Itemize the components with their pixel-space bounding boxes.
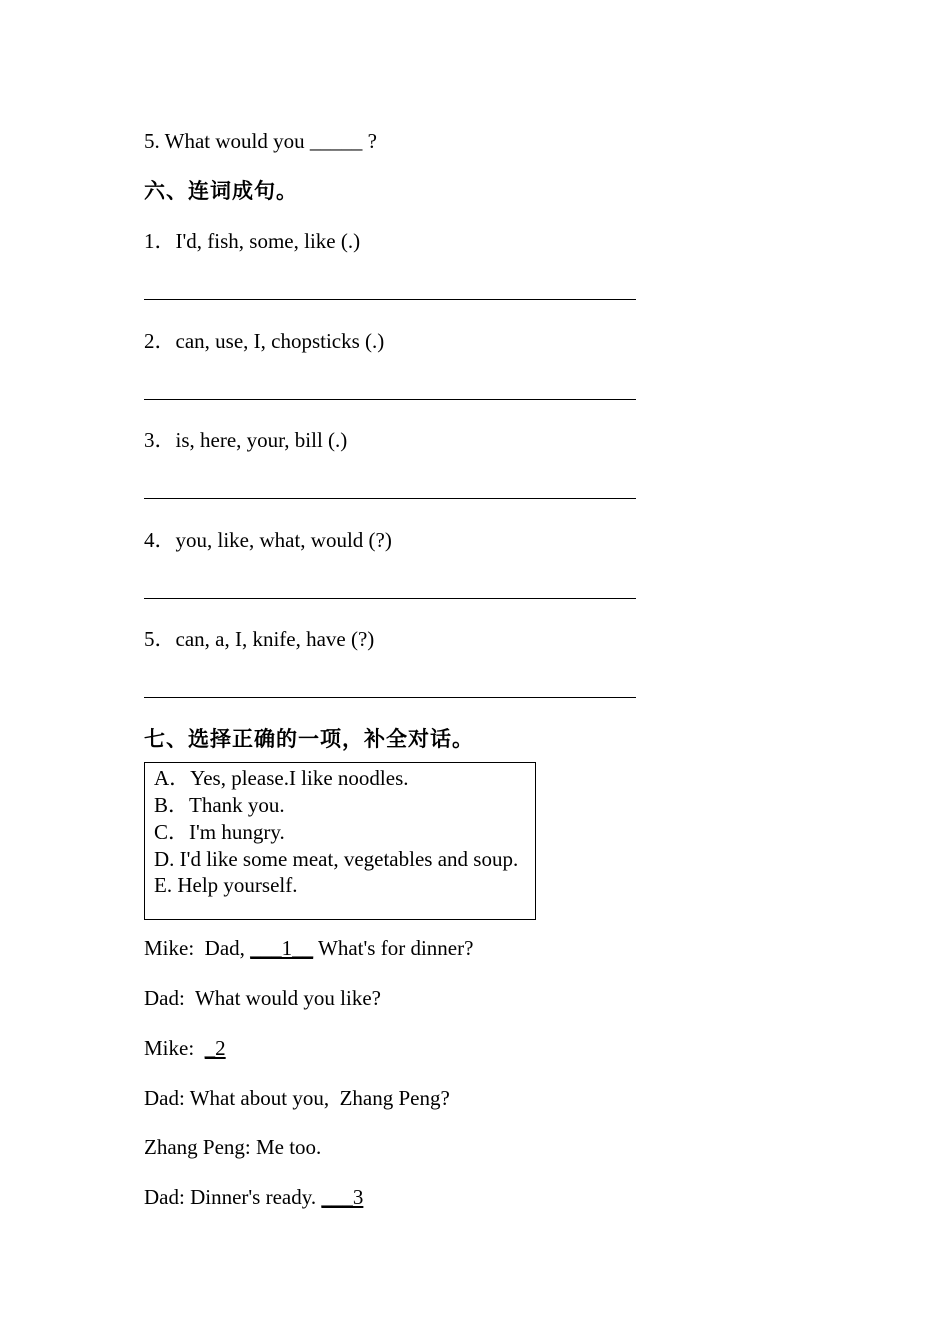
answer-line-4[interactable]	[144, 598, 636, 599]
answer-line-1[interactable]	[144, 299, 636, 300]
dialogue-line-3	[144, 1035, 226, 1061]
options-box	[144, 762, 536, 920]
dialogue-text: Dad: Dinner's ready.	[144, 1185, 322, 1209]
sentence-item-4: 4．you, like, what, would (?)	[144, 528, 392, 552]
section-6-heading: 六、连词成句。	[144, 179, 298, 203]
sentence-item-1: 1．I'd, fish, some, like (.)	[144, 229, 361, 253]
dialogue-text: Mike: Dad,	[144, 936, 251, 960]
sentence-item-3: 3．is, here, your, bill (.)	[144, 428, 348, 452]
sentence-item-2: 2．can, use, I, chopsticks (.)	[144, 329, 385, 353]
dialogue-line-6	[144, 1184, 363, 1210]
dialogue-line-1	[144, 935, 473, 961]
dialogue-text: Mike:	[144, 1036, 205, 1060]
question-5-fill-blank: 5. What would you _____ ?	[144, 129, 377, 153]
blank-2[interactable]: _2	[204, 1036, 226, 1060]
answer-line-2[interactable]	[144, 399, 636, 400]
answer-line-5[interactable]	[144, 697, 636, 698]
dialogue-text: Dad: What about you, Zhang Peng?	[144, 1086, 450, 1110]
sentence-item-5: 5．can, a, I, knife, have (?)	[144, 627, 375, 651]
option-d: D. I'd like some meat, vegetables and soup.	[154, 847, 519, 871]
option-b: B．Thank you.	[154, 793, 285, 817]
option-a: A．Yes, please.I like noodles.	[154, 766, 409, 790]
blank-1[interactable]: ___1__	[250, 936, 314, 960]
option-c: C．I'm hungry.	[154, 820, 285, 844]
option-e: E. Help yourself.	[154, 873, 298, 897]
section-7-heading: 七、选择正确的一项，补全对话。	[144, 727, 474, 751]
dialogue-line-4	[144, 1085, 450, 1111]
dialogue-text: Zhang Peng: Me too.	[144, 1135, 322, 1159]
dialogue-line-5	[144, 1134, 321, 1160]
dialogue-line-2	[144, 985, 381, 1011]
blank-3[interactable]: ___3	[321, 1185, 364, 1209]
dialogue-text: Dad: What would you like?	[144, 986, 381, 1010]
answer-line-3[interactable]	[144, 498, 636, 499]
dialogue-text: What's for dinner?	[313, 936, 474, 960]
